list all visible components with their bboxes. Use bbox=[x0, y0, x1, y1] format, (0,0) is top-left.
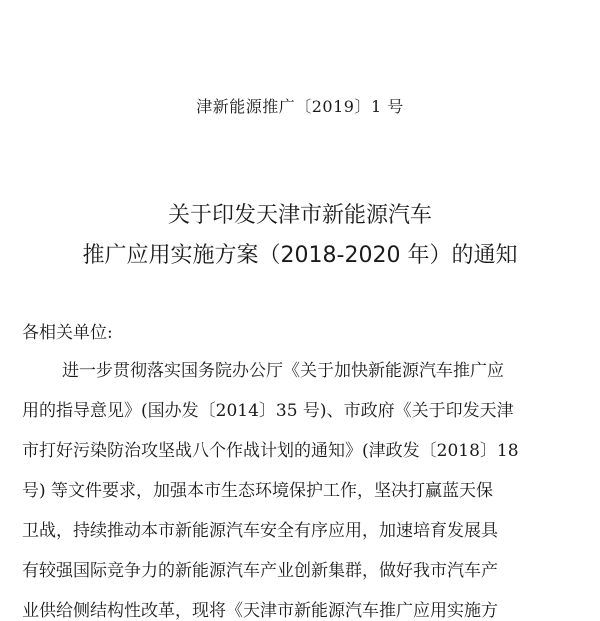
body-line: 业供给侧结构性改革，现将《天津市新能源汽车推广应用实施方 bbox=[22, 601, 498, 621]
salutation: 各相关单位: bbox=[22, 323, 113, 343]
body-line: 卫战，持续推动本市新能源汽车安全有序应用，加速培育发展具 bbox=[22, 521, 498, 541]
body-line: 用的指导意见》(国办发〔2014〕35 号)、市政府《关于印发天津 bbox=[22, 401, 514, 421]
body-line: 进一步贯彻落实国务院办公厅《关于加快新能源汽车推广应 bbox=[62, 361, 504, 381]
document-title-line-2: 推广应用实施方案（2018-2020 年）的通知 bbox=[82, 243, 518, 268]
body-line: 号) 等文件要求，加强本市生态环境保护工作，坚决打赢蓝天保 bbox=[22, 481, 494, 501]
body-line: 有较强国际竞争力的新能源汽车产业创新集群，做好我市汽车产 bbox=[22, 561, 498, 581]
document-number: 津新能源推广〔2019〕1 号 bbox=[196, 97, 404, 116]
document-title-line-1: 关于印发天津市新能源汽车 bbox=[167, 203, 432, 228]
body-line: 市打好污染防治攻坚战八个作战计划的通知》(津政发〔2018〕18 bbox=[22, 441, 519, 461]
